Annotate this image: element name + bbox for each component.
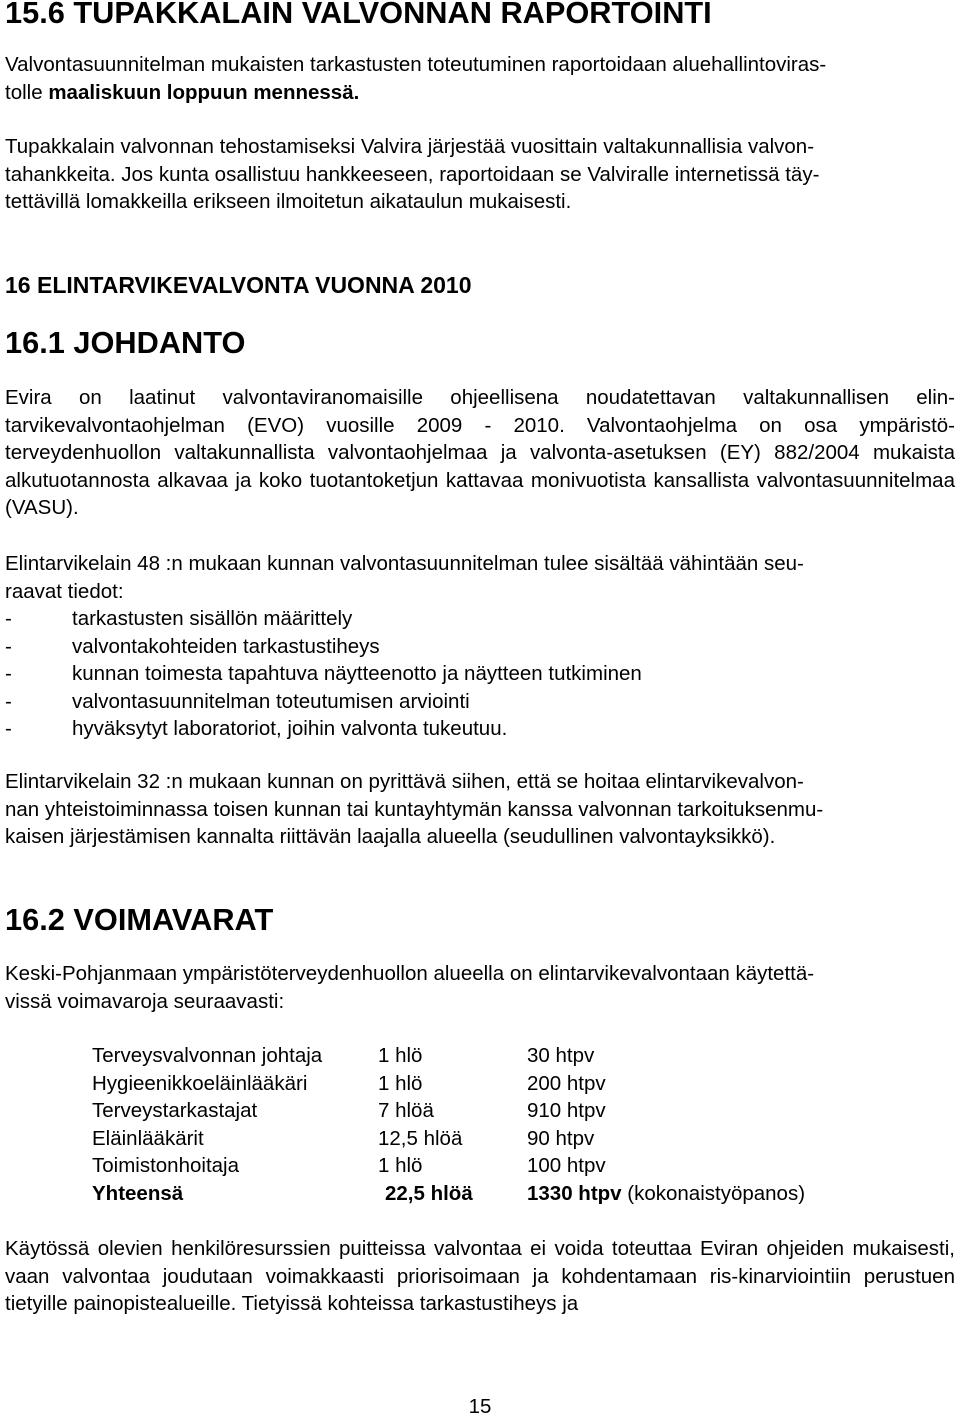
role-cell: Hygieenikkoeläinlääkäri: [92, 1071, 308, 1095]
role-cell: Eläinlääkärit: [92, 1126, 204, 1150]
paragraph-line: raavat tiedot:: [5, 579, 124, 603]
staff-cell: 1 hlö: [378, 1154, 423, 1177]
section-15-6-heading: 15.6 TUPAKKALAIN VALVONNAN RAPORTOINTI: [5, 0, 712, 30]
days-cell: 200 htpv: [527, 1071, 606, 1095]
paragraph-line: tettävillä lomakkeilla erikseen ilmoitetun aikataulun mukaisesti.: [5, 190, 572, 213]
section-16-2-heading: 16.2 VOIMAVARAT: [5, 902, 274, 937]
bullet-dash: -: [5, 662, 12, 685]
paragraph-line: Elintarvikelain 32 :n mukaan kunnan on pyrittävä siihen, että se hoitaa elintarvikevalvon-: [5, 770, 804, 793]
days-cell: 910 htpv: [527, 1099, 606, 1122]
paragraph-line: nan yhteistoiminnassa toisen kunnan tai kuntayhtymän kanssa valvonnan tarkoituksenmu-: [5, 797, 824, 821]
resources-table: [92, 1042, 805, 1207]
days-cell: 100 htpv: [527, 1154, 606, 1177]
table-row: [92, 1070, 805, 1098]
table-row: [92, 1097, 805, 1125]
section-16-1-paragraph-3: [5, 768, 823, 851]
staff-cell: 7 hlöä: [378, 1099, 434, 1122]
bullet-dash: -: [5, 689, 12, 713]
days-cell: 90 htpv: [527, 1126, 595, 1150]
staff-cell: 1 hlö: [378, 1071, 423, 1095]
section-16-2-paragraph-1: [5, 960, 814, 1015]
table-row: [92, 1125, 805, 1153]
role-cell: Terveystarkastajat: [92, 1099, 258, 1122]
bullet-dash: -: [5, 607, 12, 630]
page-number: 15: [468, 1395, 492, 1418]
bullet-dash: -: [5, 717, 12, 740]
table-row: [92, 1152, 805, 1180]
paragraph-line: tahankkeita. Jos kunta osallistuu hankkeeseen, raportoidaan se Valviralle internetissä täy-: [5, 162, 820, 186]
total-days-cell: [527, 1180, 805, 1208]
section-16-1-paragraph-1: Evira on laatinut valvontaviranomaisille ohjeellisena noudatettavan valtakunnallisen elin-tarvikevalvontaohjelman (EVO) vuosille 2009 - 2010. Valvontaohjelma on osa ympäristö-terveydenhuollon valtakunnallista valvontaohjelmaa ja valvonta-asetuksen (EY) 882/2004 mukaista alkutuotannosta alkavaa ja koko tuotantoketjun kattavaa monivuotista kansallista valvontasuunnitelmaa (VASU).: [5, 386, 955, 519]
role-cell: Toimistonhoitaja: [92, 1154, 239, 1177]
staff-cell: 1 hlö: [378, 1044, 423, 1067]
role-cell: Terveysvalvonnan johtaja: [92, 1044, 323, 1067]
paragraph-line: vissä voimavaroja seuraavasti:: [5, 989, 285, 1013]
deadline-emphasis: maaliskuun loppuun mennessä.: [48, 80, 360, 104]
staff-cell: 12,5 hlöä: [378, 1126, 463, 1150]
section-16-1-heading: 16.1 JOHDANTO: [5, 325, 246, 360]
paragraph-line: Keski-Pohjanmaan ympäristöterveydenhuollon alueella on elintarvikevalvontaan käytettä-: [5, 962, 815, 985]
section-15-6-paragraph-1: [5, 51, 826, 106]
total-staff: 22,5 hlöä: [385, 1181, 473, 1205]
paragraph-line: kaisen järjestämisen kannalta riittävän laajalla alueella (seudullinen valvontayksikkö).: [5, 825, 776, 848]
table-row: [92, 1042, 805, 1070]
paragraph-line: Tupakkalain valvonnan tehostamiseksi Valvira järjestää vuosittain valtakunnallisia valvon-: [5, 135, 815, 158]
paragraph-line: tolle: [5, 80, 49, 104]
total-days: 1330 htpv: [527, 1181, 622, 1205]
paragraph-line: Elintarvikelain 48 :n mukaan kunnan valvontasuunnitelman tulee sisältää vähintään seu-: [5, 552, 804, 575]
list-item: - hyväksytyt laboratoriot, joihin valvonta tukeutuu.: [5, 715, 642, 743]
table-total-row: [92, 1180, 805, 1208]
section-16-2-paragraph-2: Käytössä olevien henkilöresurssien puitteissa valvontaa ei voida toteuttaa Eviran ohjeiden mukaisesti, vaan valvontaa joudutaan voimakkaasti priorisoimaan ja kohdentamaan ris-kinarviointiin perustuen tietyille painopistealueille. Tietyissä kohteissa tarkastustiheys ja: [5, 1237, 955, 1315]
section-16-1-paragraph-2: [5, 550, 804, 605]
total-label: Yhteensä: [92, 1181, 184, 1205]
section-15-6-paragraph-2: [5, 133, 819, 216]
list-item: - kunnan toimesta tapahtuva näytteenotto ja näytteen tutkiminen: [5, 660, 642, 688]
bullet-dash: -: [5, 634, 12, 658]
total-note: (kokonaistyöpanos): [621, 1181, 806, 1205]
requirements-list: [5, 605, 642, 743]
list-item: - valvontakohteiden tarkastustiheys: [5, 633, 642, 661]
list-item: - tarkastusten sisällön määrittely: [5, 605, 642, 633]
chapter-16-heading: 16 ELINTARVIKEVALVONTA VUONNA 2010: [5, 272, 472, 298]
paragraph-line: Valvontasuunnitelman mukaisten tarkastusten toteutuminen raportoidaan aluehallintoviras-: [5, 53, 827, 76]
days-cell: 30 htpv: [527, 1044, 595, 1067]
list-item: - valvontasuunnitelman toteutumisen arviointi: [5, 688, 642, 716]
